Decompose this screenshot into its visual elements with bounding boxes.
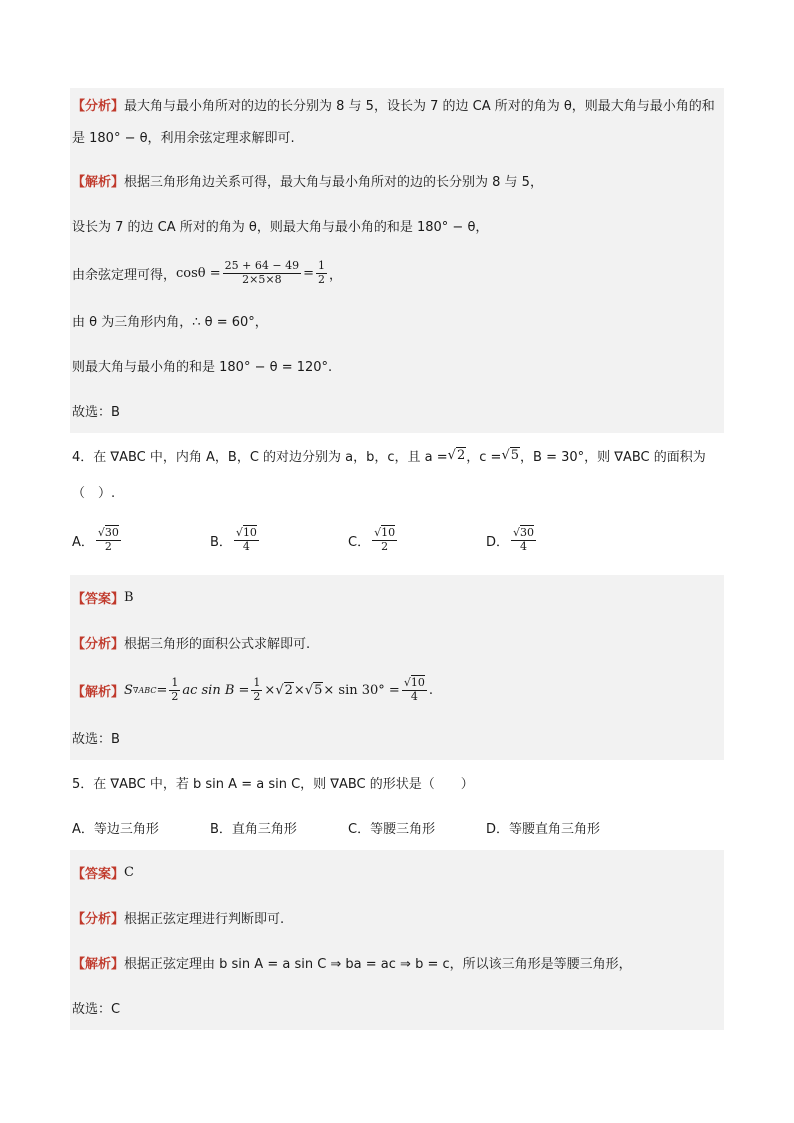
option-d-den: 4 [520, 539, 528, 553]
half-1-den: 2 [171, 689, 179, 703]
option-b-fraction [234, 527, 259, 553]
radical-sign: √ [235, 525, 243, 539]
choose-line [70, 985, 724, 1030]
options-row [72, 527, 624, 553]
area-subscript: ∇ABC [132, 685, 157, 695]
half-numerator: 1 [317, 258, 325, 272]
q5-stem: 5．在 ∇ABC 中，若 b sin A = a sin C，则 ∇ABC 的形状是（ ） [72, 777, 474, 792]
solution-line-5 [70, 343, 724, 388]
option-d-radicand: 30 [520, 525, 535, 539]
answer-tag: 【答案】 [72, 592, 125, 607]
solution-line-2-text: 设长为 7 的边 CA 所对的角为 θ，则最大角与最小角的和是 180° − θ， [72, 220, 489, 235]
question-4-options [70, 505, 724, 575]
option-b-den: 4 [242, 539, 250, 553]
radical-sign: √ [447, 448, 456, 463]
option-a-radicand: 30 [104, 525, 119, 539]
solution-line-1 [70, 158, 724, 203]
result-radicand: 10 [410, 675, 425, 689]
half-fraction-1 [169, 677, 180, 703]
option-a-label: A． [72, 534, 94, 550]
solution-tag: 【解析】 [72, 175, 125, 190]
option-c-radicand: 10 [381, 525, 396, 539]
solution-line-3-pre: 由余弦定理可得， [72, 267, 177, 283]
analysis-text: 根据三角形的面积公式求解即可. [124, 637, 311, 652]
analysis-line [70, 895, 724, 940]
half-denominator: 2 [317, 272, 325, 286]
solution-text: 根据正弦定理由 b sin A = a sin C ⇒ ba = ac ⇒ b = c，所以该三角形是等腰三角形， [124, 957, 632, 972]
question-4 [70, 433, 724, 575]
solution-line-5-text: 则最大角与最小角的和是 180° − θ = 120°. [72, 360, 333, 375]
choose-line [70, 388, 724, 433]
answer-value: B [124, 590, 134, 605]
times-1: × [264, 682, 276, 698]
answer-line [70, 850, 724, 895]
answer-line [70, 575, 724, 620]
half-fraction-2 [251, 677, 262, 703]
radical-sign: √ [304, 683, 314, 698]
analysis-line [70, 620, 724, 665]
sqrt-2-radicand: 2 [284, 683, 293, 698]
choose-text: 故选：B [72, 405, 120, 420]
q4-stem-part3: ，B = 30°，则 ∇ABC 的面积为 [520, 449, 706, 465]
solution-line-4-text: 由 θ 为三角形内角，∴ θ = 60°， [72, 315, 268, 330]
result-num [402, 677, 427, 691]
solution-line-3-post: ， [328, 267, 342, 283]
radical-sign: √ [403, 675, 411, 689]
solution-tag: 【解析】 [72, 684, 125, 700]
analysis-text: 根据正弦定理进行判断即可. [124, 912, 285, 927]
cos-fraction-denominator: 2×5×8 [242, 272, 282, 286]
q4-stem-line2: （ ）. [72, 485, 116, 501]
option-a[interactable] [72, 527, 210, 553]
option-c-num [372, 527, 397, 541]
analysis-text: 最大角与最小角所对的边的长分别为 8 与 5，设长为 7 的边 CA 所对的角为 θ，则最大角与最小角的和是 180° − θ，利用余弦定理求解即可. [72, 99, 715, 146]
radical-sign: √ [275, 683, 284, 698]
choose-line [70, 715, 724, 760]
radical-sign: √ [374, 525, 382, 539]
option-c[interactable] [348, 527, 486, 553]
half-1-num: 1 [171, 675, 179, 689]
radical-sign: √ [97, 525, 105, 539]
radical-sign: √ [501, 448, 510, 463]
times-sin: × sin 30° = [323, 682, 400, 698]
half-2-den: 2 [253, 689, 261, 703]
analysis-tag: 【分析】 [72, 99, 125, 114]
q4-stem-part2: ，c = [466, 449, 502, 465]
options-row [72, 818, 624, 837]
half-fraction [316, 260, 327, 286]
solution-line-2 [70, 203, 724, 248]
cos-fraction-numerator: 25 + 64 − 49 [224, 258, 300, 272]
times-2: × [293, 682, 305, 698]
solution-block-q4 [70, 575, 724, 760]
option-b-radicand: 10 [242, 525, 257, 539]
sqrt-a [448, 447, 467, 463]
option-d[interactable] [486, 527, 624, 553]
question-5-stem [70, 760, 724, 805]
analysis-line [70, 88, 724, 158]
solution-block-q3 [70, 88, 724, 433]
option-b[interactable] [210, 527, 348, 553]
question-5 [70, 760, 724, 850]
option-c-fraction [372, 527, 397, 553]
solution-line-4 [70, 298, 724, 343]
option-b-num [234, 527, 259, 541]
solution-line [70, 665, 724, 715]
sqrt-5-radicand: 5 [314, 683, 323, 698]
sqrt-a-radicand: 2 [456, 448, 466, 463]
document-page [70, 0, 724, 1030]
choose-text: 故选：B [72, 732, 120, 747]
sqrt-2 [275, 682, 294, 698]
result-fraction [402, 677, 427, 703]
answer-tag: 【答案】 [72, 867, 125, 882]
ac-sinB: ac sin B = [182, 682, 250, 698]
solution-line [70, 940, 724, 985]
result-den: 4 [410, 689, 418, 703]
option-b-label: B． [210, 534, 232, 550]
solution-text: 根据三角形角边关系可得，最大角与最小角所对的边的长分别为 8 与 5， [124, 175, 543, 190]
choose-text: 故选：C [72, 1002, 121, 1017]
sqrt-c-radicand: 5 [510, 448, 520, 463]
option-d[interactable]: D．等腰直角三角形 [486, 822, 601, 837]
area-symbol: S [124, 682, 133, 698]
option-a-num [96, 527, 121, 541]
period: . [428, 682, 433, 698]
option-c[interactable]: C．等腰三角形 [348, 822, 436, 837]
option-a-den: 2 [104, 539, 112, 553]
solution-block-q5 [70, 850, 724, 1030]
radical-sign: √ [513, 525, 521, 539]
equals-sign: = [156, 682, 168, 698]
question-5-options [70, 805, 724, 850]
option-d-fraction [511, 527, 536, 553]
half-2-num: 1 [253, 675, 261, 689]
answer-value: C [124, 865, 134, 880]
cos-expression: cosθ = [176, 265, 221, 281]
analysis-tag: 【分析】 [72, 637, 125, 652]
equals-sign: = [303, 265, 314, 281]
option-c-den: 2 [381, 539, 389, 553]
solution-line-3 [70, 248, 724, 298]
cos-fraction [223, 260, 301, 286]
question-4-stem [70, 433, 724, 477]
sqrt-c [501, 447, 520, 463]
option-c-label: C． [348, 534, 371, 550]
option-a-fraction [96, 527, 121, 553]
option-b[interactable]: B．直角三角形 [210, 822, 297, 837]
option-d-num [511, 527, 536, 541]
question-4-stem-line-2 [70, 477, 724, 505]
q4-stem-part1: 4．在 ∇ABC 中，内角 A，B，C 的对边分别为 a，b，c，且 a = [72, 449, 448, 465]
solution-tag: 【解析】 [72, 957, 125, 972]
option-d-label: D． [486, 534, 510, 550]
analysis-tag: 【分析】 [72, 912, 125, 927]
option-a[interactable]: A．等边三角形 [72, 822, 159, 837]
top-margin [70, 0, 724, 88]
sqrt-5 [305, 682, 324, 698]
